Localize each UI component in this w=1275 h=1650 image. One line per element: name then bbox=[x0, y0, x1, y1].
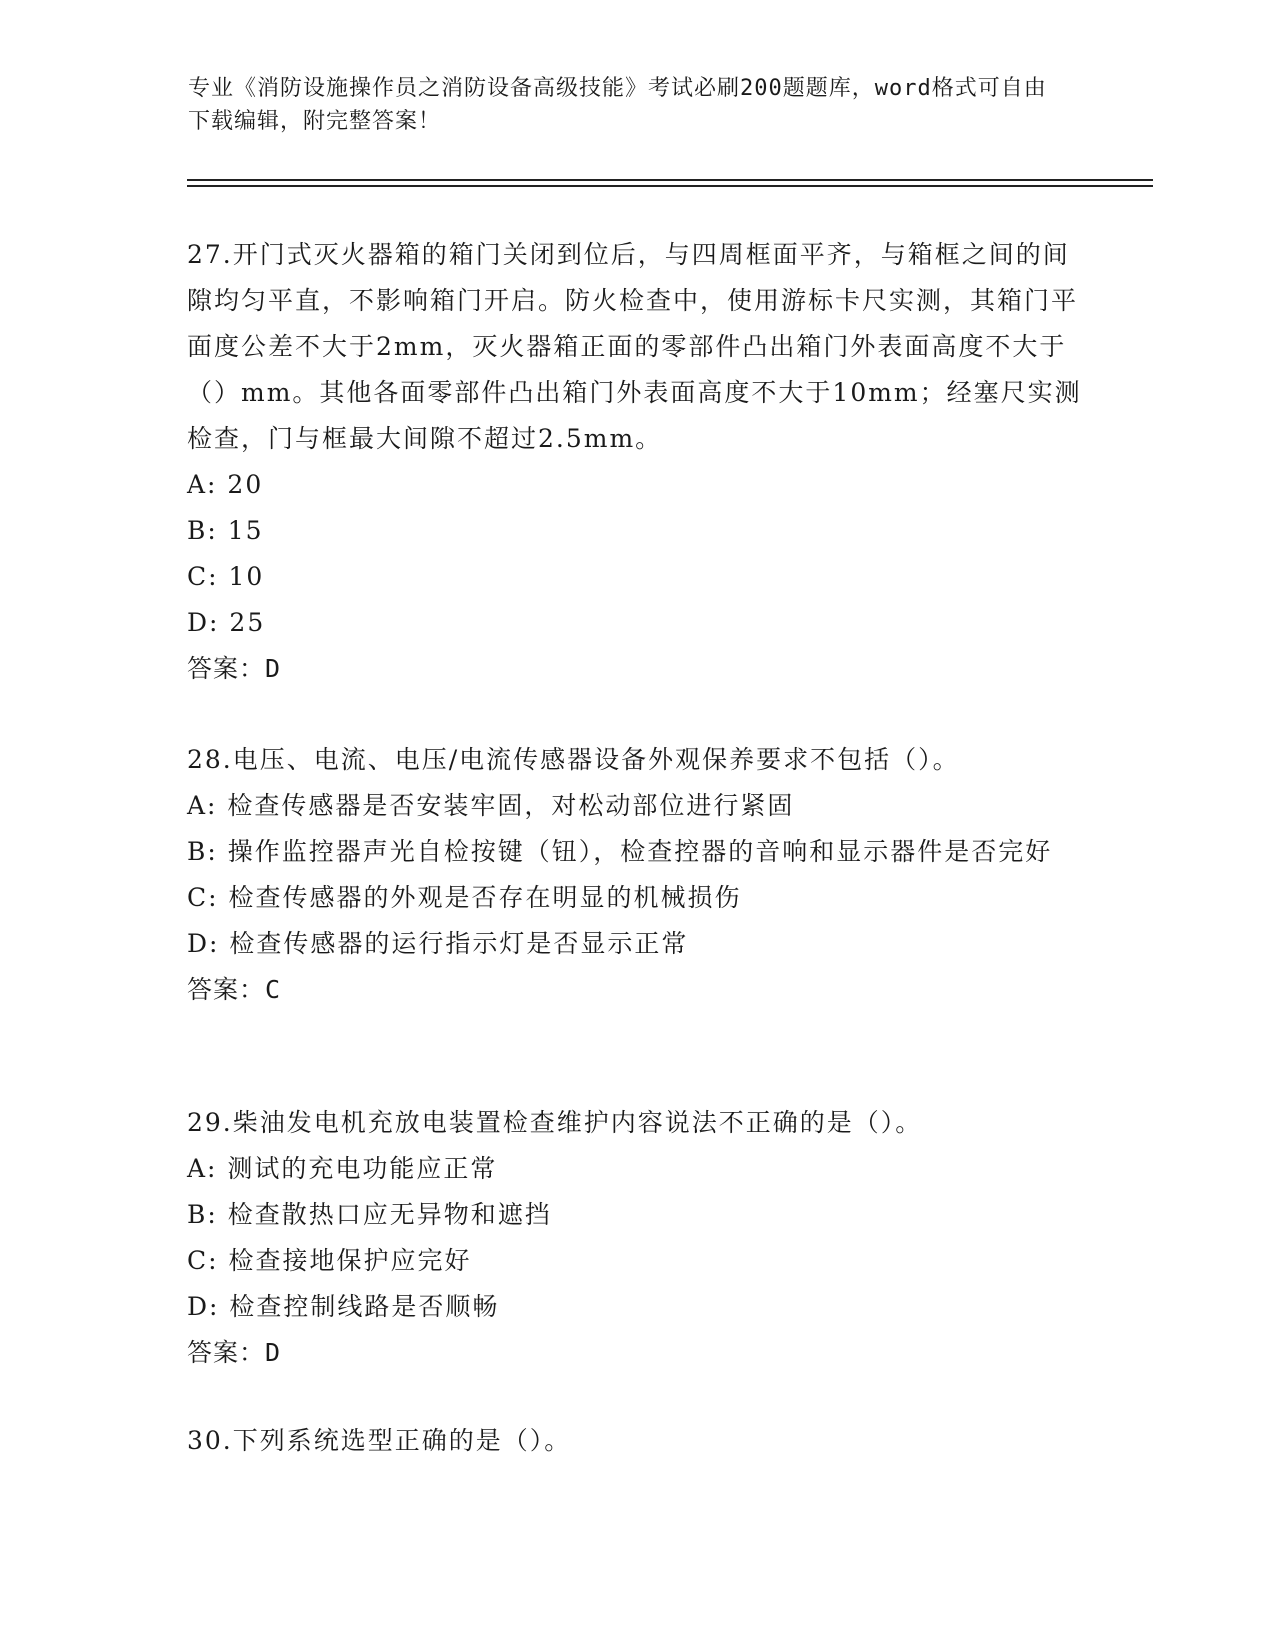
option-d: D: 检查传感器的运行指示灯是否显示正常 bbox=[187, 929, 689, 958]
option-b: B: 15 bbox=[187, 516, 264, 545]
answer-line: 答案：C bbox=[187, 975, 282, 1004]
document-header: 专业《消防设施操作员之消防设备高级技能》考试必刷200题题库，word格式可自由下载编辑，附完整答案！ bbox=[188, 76, 1047, 134]
option-a: A: 20 bbox=[187, 470, 264, 499]
question-stem: 28.电压、电流、电压/电流传感器设备外观保养要求不包括（）。 bbox=[187, 745, 960, 774]
option-d: D: 检查控制线路是否顺畅 bbox=[187, 1292, 500, 1321]
option-c: C: 检查传感器的外观是否存在明显的机械损伤 bbox=[187, 883, 742, 912]
option-c: C: 检查接地保护应完好 bbox=[187, 1246, 472, 1275]
question-stem: 29.柴油发电机充放电装置检查维护内容说法不正确的是（）。 bbox=[187, 1108, 923, 1137]
option-a: A: 检查传感器是否安装牢固，对松动部位进行紧固 bbox=[187, 791, 795, 820]
question-block bbox=[187, 737, 1087, 1013]
option-b: B: 检查散热口应无异物和遮挡 bbox=[187, 1200, 552, 1229]
answer-line: 答案：D bbox=[187, 1338, 282, 1367]
question-stem: 30.下列系统选型正确的是（）。 bbox=[187, 1426, 572, 1455]
option-b: B: 操作监控器声光自检按键（钮），检查控器的音响和显示器件是否完好 bbox=[187, 837, 1053, 866]
answer-line: 答案：D bbox=[187, 654, 282, 683]
question-block bbox=[187, 1418, 1087, 1464]
question-block bbox=[187, 232, 1087, 692]
question-block bbox=[187, 1100, 1087, 1376]
header-divider-bottom bbox=[187, 185, 1153, 187]
option-a: A: 测试的充电功能应正常 bbox=[187, 1154, 498, 1183]
option-c: C: 10 bbox=[187, 562, 265, 591]
header-divider-top bbox=[187, 179, 1153, 181]
question-stem: 27.开门式灭火器箱的箱门关闭到位后，与四周框面平齐，与箱框之间的间隙均匀平直，不影响箱门开启。防火检查中，使用游标卡尺实测，其箱门平面度公差不大于2mm，灭火器箱正面的零部件凸出箱门外表面高度不大于（）mm。其他各面零部件凸出箱门外表面高度不大于10mm；经塞尺实测检查，门与框最大间隙不超过2.5mm。 bbox=[187, 240, 1082, 453]
option-d: D: 25 bbox=[187, 608, 266, 637]
